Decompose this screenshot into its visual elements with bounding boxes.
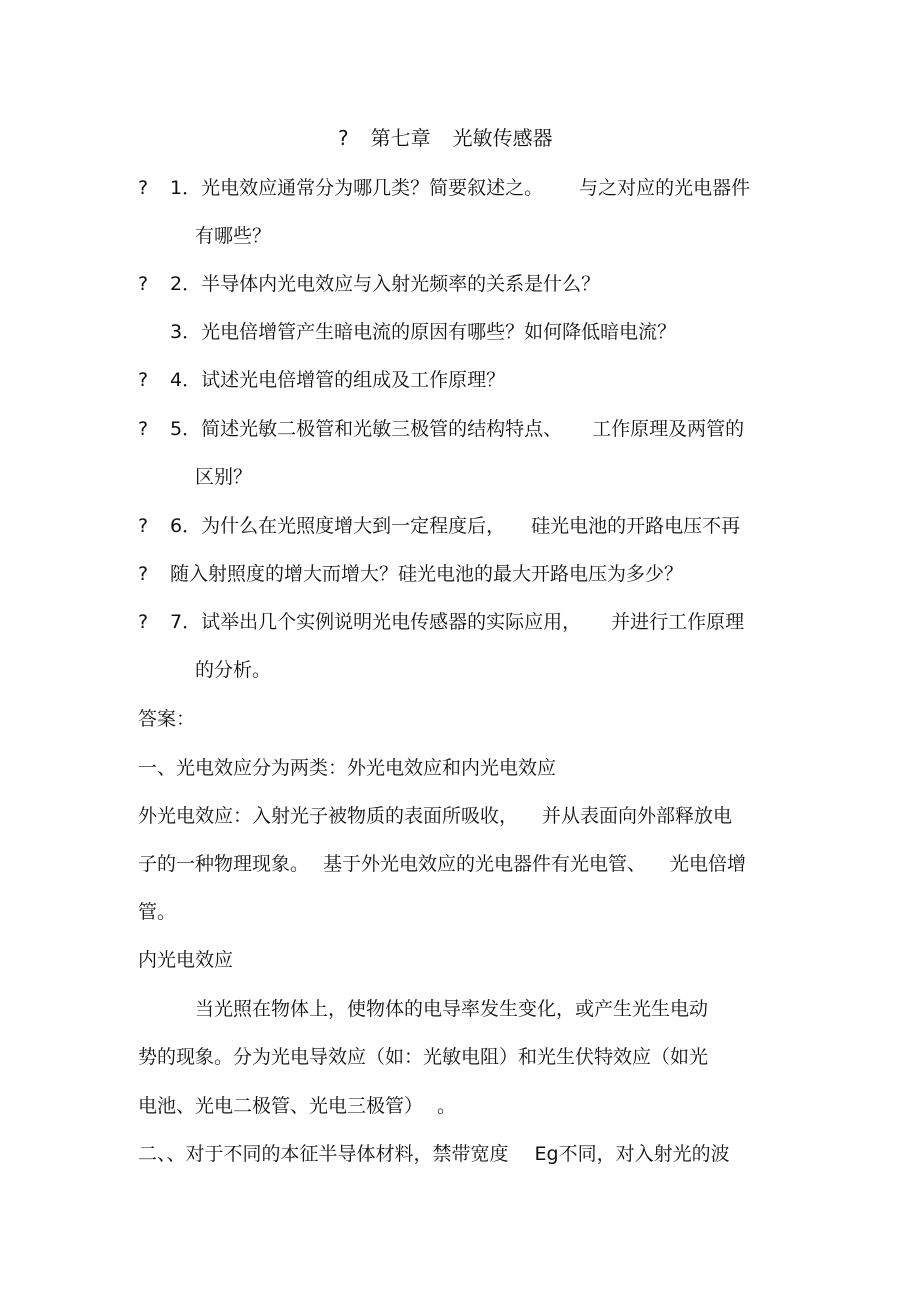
question-text: 6．为什么在光照度增大到一定程度后，	[170, 515, 506, 537]
question-2	[138, 272, 600, 296]
question-1	[138, 176, 750, 200]
answer-text: 电池、光电二极管、光电三极管）	[138, 1095, 424, 1117]
internal-effect-line-3	[138, 1094, 456, 1118]
question-5	[138, 417, 744, 441]
question-mark: ?	[138, 177, 149, 199]
question-text: 2．半导体内光电效应与入射光频率的关系是什么？	[170, 273, 601, 295]
answer-1-title: 一、光电效应分为两类：外光电效应和内光电效应	[138, 757, 557, 779]
answer-text: 外光电效应：入射光子被物质的表面所吸收，	[138, 805, 519, 827]
question-7	[138, 610, 744, 634]
external-effect-line-2	[138, 852, 746, 876]
question-mark: ?	[138, 369, 149, 391]
answer-text: 光电倍增	[670, 853, 747, 875]
answers-heading: 答案：	[138, 708, 196, 730]
question-text: 7．试举出几个实例说明光电传感器的实际应用，	[170, 611, 582, 633]
title-chapter: 第七章	[370, 126, 431, 150]
question-4	[138, 368, 505, 392]
question-mark: ?	[138, 418, 149, 440]
title-mark: ?	[338, 126, 349, 150]
question-text: 1．光电效应通常分为哪几类？简要叙述之。	[170, 177, 544, 199]
answer-text: Eg不同，对入射光的波	[534, 1143, 730, 1165]
answer-text: 基于外光电效应的光电器件有光电管、	[323, 853, 647, 875]
question-text: 4．试述光电倍增管的组成及工作原理？	[170, 369, 506, 391]
question-3	[138, 320, 676, 344]
question-7-cont: 的分析。	[195, 659, 272, 681]
chapter-title	[338, 126, 553, 150]
answer-text: 并从表面向外部释放电	[542, 805, 733, 827]
answer-2-line-1	[138, 1142, 730, 1166]
question-text: 随入射照度的增大而增大？硅光电池的最大开路电压为多少？	[170, 563, 684, 585]
external-effect-line-3: 管。	[138, 901, 177, 923]
question-mark: ?	[138, 515, 149, 537]
title-name: 光敏传感器	[452, 126, 553, 150]
question-6-cont	[138, 562, 683, 586]
question-5-cont: 区别？	[195, 466, 253, 488]
question-6	[138, 514, 740, 538]
internal-effect-line-2: 势的现象。分为光电导效应（如：光敏电阻）和光生伏特效应（如光	[138, 1046, 709, 1068]
question-text: 工作原理及两管的	[592, 418, 745, 440]
question-text: 3．光电倍增管产生暗电流的原因有哪些？如何降低暗电流？	[170, 321, 677, 343]
question-text: 与之对应的光电器件	[579, 177, 751, 199]
question-text: 硅光电池的开路电压不再	[531, 515, 741, 537]
question-text: 5．简述光敏二极管和光敏三极管的结构特点、	[170, 418, 563, 440]
answer-text: 二、、对于不同的本征半导体材料，禁带宽度	[138, 1143, 509, 1165]
external-effect-line-1	[138, 804, 732, 828]
question-text: 并进行工作原理	[611, 611, 745, 633]
question-1-cont: 有哪些？	[195, 225, 272, 247]
answer-text: 子的一种物理现象。	[138, 853, 310, 875]
question-mark: ?	[138, 273, 149, 295]
answer-text: 。	[437, 1095, 457, 1117]
question-mark: ?	[138, 563, 149, 585]
internal-effect-heading: 内光电效应	[138, 949, 234, 971]
question-mark: ?	[138, 611, 149, 633]
internal-effect-line-1: 当光照在物体上，使物体的电导率发生变化，或产生光生电动	[195, 998, 709, 1020]
